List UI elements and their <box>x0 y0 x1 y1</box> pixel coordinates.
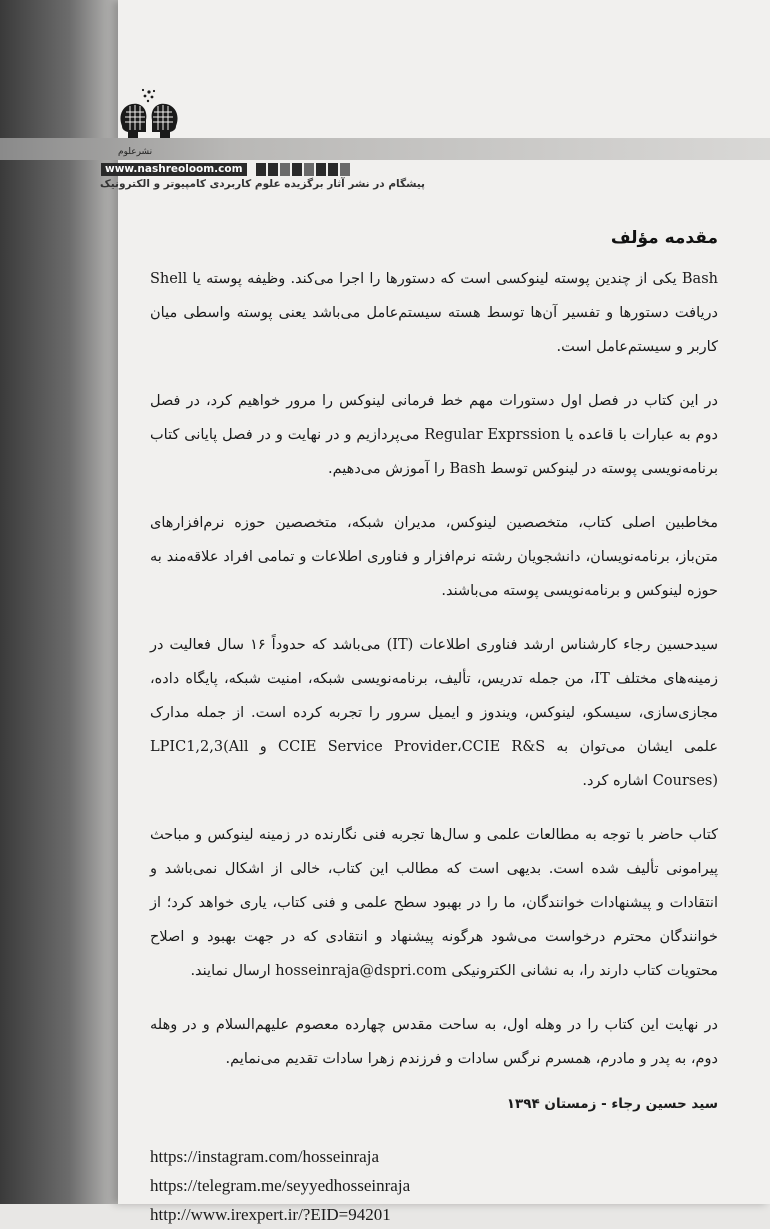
paragraph-audience: مخاطبین اصلی کتاب، متخصصین لینوکس، مدیران شبکه، متخصصین حوزه نرم‌افزارهای متن‌باز، برنامه‌نویسان، دانشجویان رشته نرم‌افزار و فناوری اطلاعات و تمامی افراد علاقه‌مند به حوزه لینوکس و برنامه‌نویسی پوسته می‌باشند. <box>150 515 718 599</box>
publisher-website: www.nashreoloom.com <box>101 163 247 176</box>
publisher-logo-icon <box>114 86 184 148</box>
paragraph-intro: Bash یکی از چندین پوسته لینوکسی است که دستورها را اجرا می‌کند. وظیفه پوسته یا Shell دریافت دستورها و تفسیر آن‌ها توسط هسته سیستم‌عامل می‌باشد یعنی پوسته واسطی میان کاربر و سیستم‌عامل است. <box>150 271 718 355</box>
telegram-link[interactable]: https://telegram.me/seyyedhosseinraja <box>150 1176 411 1195</box>
publisher-logo-text: نشرعلوم <box>118 147 153 157</box>
paragraph-dedication: در نهایت این کتاب را در وهله اول، به ساحت مقدس چهارده معصوم علیهم‌السلام و در وهله دوم، به پدر و مادرم، همسرم نرگس سادات و فرزندم زهرا سادات تقدیم می‌نمایم. <box>150 1017 718 1067</box>
publisher-tagline: پیشگام در نشر آثار برگزیده علوم کاربردی کامپیوتر و الکترونیک <box>100 178 425 190</box>
irexpert-link[interactable]: http://www.irexpert.ir/?EID=94201 <box>150 1205 391 1224</box>
paragraph-feedback: کتاب حاضر با توجه به مطالعات علمی و سال‌ها تجربه فنی نگارنده در زمینه لینوکس و مباحث پیرامونی تألیف شده است. بدیهی است که مطالب این کتاب، خالی از اشکال نمی‌باشد و انتقادات و پیشنهادات خوانندگان، ما را در بهبود سطح علمی و فنی کتاب، یاری خواهد کرد؛ از خوانندگان محترم درخواست می‌شود هرگونه پیشنهاد و انتقادی که در جهت بهبود و اصلاح محتویات کتاب دارند را، به نشانی الکترونیکی hosseinraja@dspri.com ارسال نمایند. <box>150 827 718 979</box>
author-links <box>150 1142 718 1229</box>
decorative-squares <box>256 163 350 176</box>
paragraph-author-bio: سیدحسین رجاء کارشناس ارشد فناوری اطلاعات (IT) می‌باشد که حدوداً ۱۶ سال فعالیت در زمینه‌های مختلف IT، من جمله تدریس، تألیف، برنامه‌نویسی شبکه، امنیت شبکه، پایگاه داده، مجازی‌سازی، سیسکو، لینوکس، ویندوز و ایمیل سرور را تجربه کرده است. از جمله مدارک علمی ایشان می‌توان به CCIE Service Provider،CCIE R&S و LPIC1,2,3(All Courses) اشاره کرد. <box>150 637 718 789</box>
author-signature: سید حسین رجاء - زمستان ۱۳۹۴ <box>506 1096 718 1112</box>
page-title: مقدمه مؤلف <box>610 228 718 248</box>
page-content <box>150 220 718 1229</box>
instagram-link[interactable]: https://instagram.com/hosseinraja <box>150 1147 379 1166</box>
paragraph-chapters: در این کتاب در فصل اول دستورات مهم خط فرمانی لینوکس را مرور خواهیم کرد، در فصل دوم به عبارات با قاعده یا Regular Exprssion می‌پردازیم و در نهایت و در فصل پایانی کتاب برنامه‌نویسی پوسته در لینوکس توسط Bash را آموزش می‌دهیم. <box>150 393 718 477</box>
